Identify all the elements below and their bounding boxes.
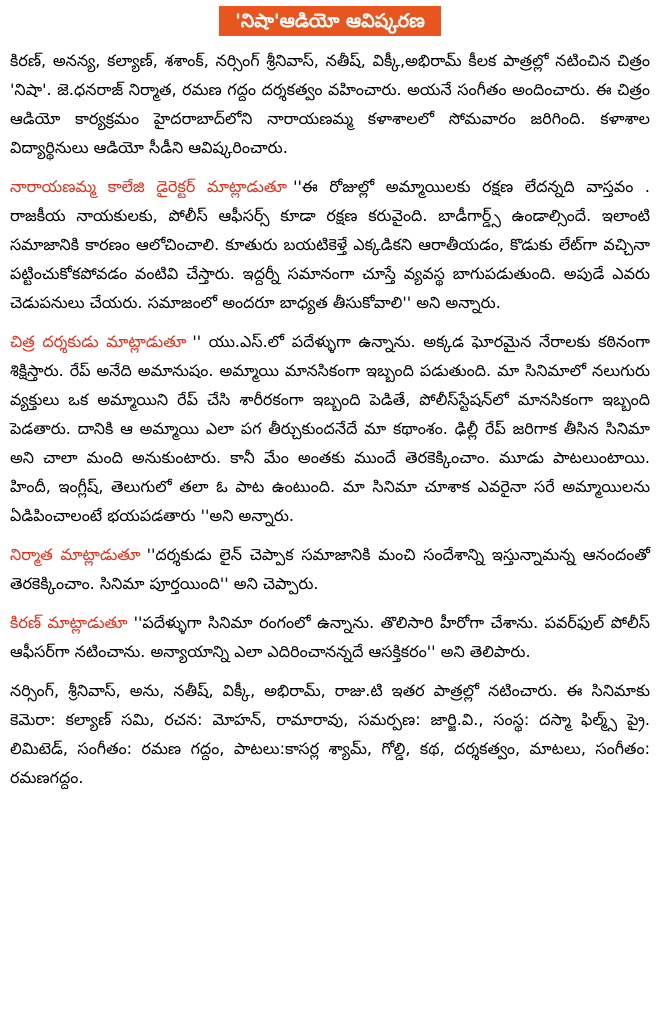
article-title: 'నిషా'ఆడియో ఆవిష్కరణ xyxy=(219,6,441,36)
kiran-quote-text: ''పదేళ్ళుగా సినిమా రంగంలో ఉన్నాను. తొలిసారి హీరోగా చేశాను. పవర్‌ఫుల్ పోలీస్ ఆఫీసర్‌గా నటించాను. అన్యాయాన్ని ఎలా ఎదిరించానన్నదే ఆసక్తికరం'' అని తెలిపారు. xyxy=(10,613,650,661)
credits-paragraph: నర్సింగ్, శ్రీనివాస్, అను, నతీష్, విక్కీ, అభిరామ్, రాజు.టి ఇతర పాత్రల్లో నటించారు. ఈ సినిమాకు కెమెరా: కల్యాణ్ సమి, రచన: మోహన్, రామారావు, సమర్పణ: జార్జి.వి., సంస్థ: దస్మా ఫిల్మ్స్ ప్రై. లిమిటెడ్, సంగీతం: రమణ గద్దం, పాటలు:కాసర్ల శ్యామ్, గోల్డి, కథ, దర్శకత్వం, మాటలు, సంగీతం: రమణగద్దం. xyxy=(10,681,650,787)
director-quote-text: '' యు.ఎస్.లో పదేళ్ళుగా ఉన్నాను. అక్కడ ఘోరమైన నేరాలకు కఠినంగా శిక్షిస్తారు. రేప్ అనేది అమానుషం. అమ్మాయి మానసికంగా ఇబ్బంది పడుతుంది. మా సినిమాలో నలుగురు వ్యక్తులు ఒక అమ్మాయిని రేప్ చేసి శారీరకంగా ఇబ్బంది పెడితే, పోలీస్‌స్టేషన్‌లో మానసికంగా ఇబ్బంది పెడతారు. దానికి ఆ అమ్మాయి ఎలా పగ తీర్చుకుందనేదే మా కథాంశం. ఢిల్లీ రేప్ జరిగాక తీసిన సినిమా అని చాలా మంది అనుకుంటారు. కానీ మేం అంతకు ముందే తెరకెక్కించాం. మూడు పాటలుంటాయి. హిందీ, ఇంగ్లీష్, తెలుగులో తలా ఓ పాట ఉంటుంది. మా సినిమా చూశాక ఎవరైనా సరే అమ్మాయిలను ఏడిపించాలంటే భయపడతారు ''అని అన్నారు. xyxy=(10,332,650,525)
producer-quote-paragraph xyxy=(10,540,650,598)
kiran-speaker: కిరణ్ మాట్లాడుతూ xyxy=(10,613,128,632)
college-director-quote-paragraph xyxy=(10,172,650,317)
director-quote-paragraph xyxy=(10,327,650,530)
producer-quote-text: ''దర్శకుడు లైన్ చెప్పాక సమాజానికి మంచి సందేశాన్ని ఇస్తున్నామన్న ఆనందంతో తెరకెక్కించాం. సినిమా పూర్తయింది'' అని చెప్పారు. xyxy=(10,545,650,593)
producer-speaker: నిర్మాత మాట్లాడుతూ xyxy=(10,545,141,564)
director-speaker: చిత్ర దర్శకుడు మాట్లాడుతూ xyxy=(10,332,187,351)
title-wrapper xyxy=(10,6,650,36)
college-director-quote-text: ''ఈ రోజుల్లో అమ్మాయిలకు రక్షణ లేదన్నది వాస్తవం . రాజకీయ నాయకులకు, పోలీస్ ఆఫీసర్స్ కూడా రక్షణ కరువైంది. బాడీగార్డ్స్ ఉండాల్సిందే. ఇలాంటి సమాజానికి కారణం ఆలోచించాలి. కూతురు బయటికెళ్తే ఎక్కడికని ఆరాతీయడం, కొడుకు లేట్‌గా వచ్చినా పట్టించుకోకపోవడం వంటివి చేస్తారు. ఇద్దర్నీ సమానంగా చూస్తే వ్యవస్థ బాగుపడుతుంది. అపుడే ఎవరు చెడుపనులు చేయరు. సమాజంలో అందరూ బాధ్యత తీసుకోవాలి'' అని అన్నారు. xyxy=(10,177,650,312)
intro-paragraph: కిరణ్, అనన్య, కల్యాణ్, శశాంక్, నర్సింగ్ శ్రీనివాస్, నతీష్, విక్కీ,అభిరామ్ కీలక పాత్రల్లో నటించిన చిత్రం 'నిషా'. జె.ధనరాజ్ నిర్మాత, రమణ గద్దం దర్శకత్వం వహించారు. అయనే సంగీతం అందించారు. ఈ చిత్రం ఆడియో కార్యక్రమం హైదరాబాద్‌లోని నారాయణమ్మ కళాశాలలో సోమవారం జరిగింది. కళాశాల విద్యార్థినులు ఆడియో సీడీని ఆవిష్కరించారు. xyxy=(10,51,650,157)
college-director-speaker: నారాయణమ్మ కాలేజి డైరెక్టర్ మాట్లాడుతూ xyxy=(10,177,288,196)
kiran-quote-paragraph xyxy=(10,608,650,666)
